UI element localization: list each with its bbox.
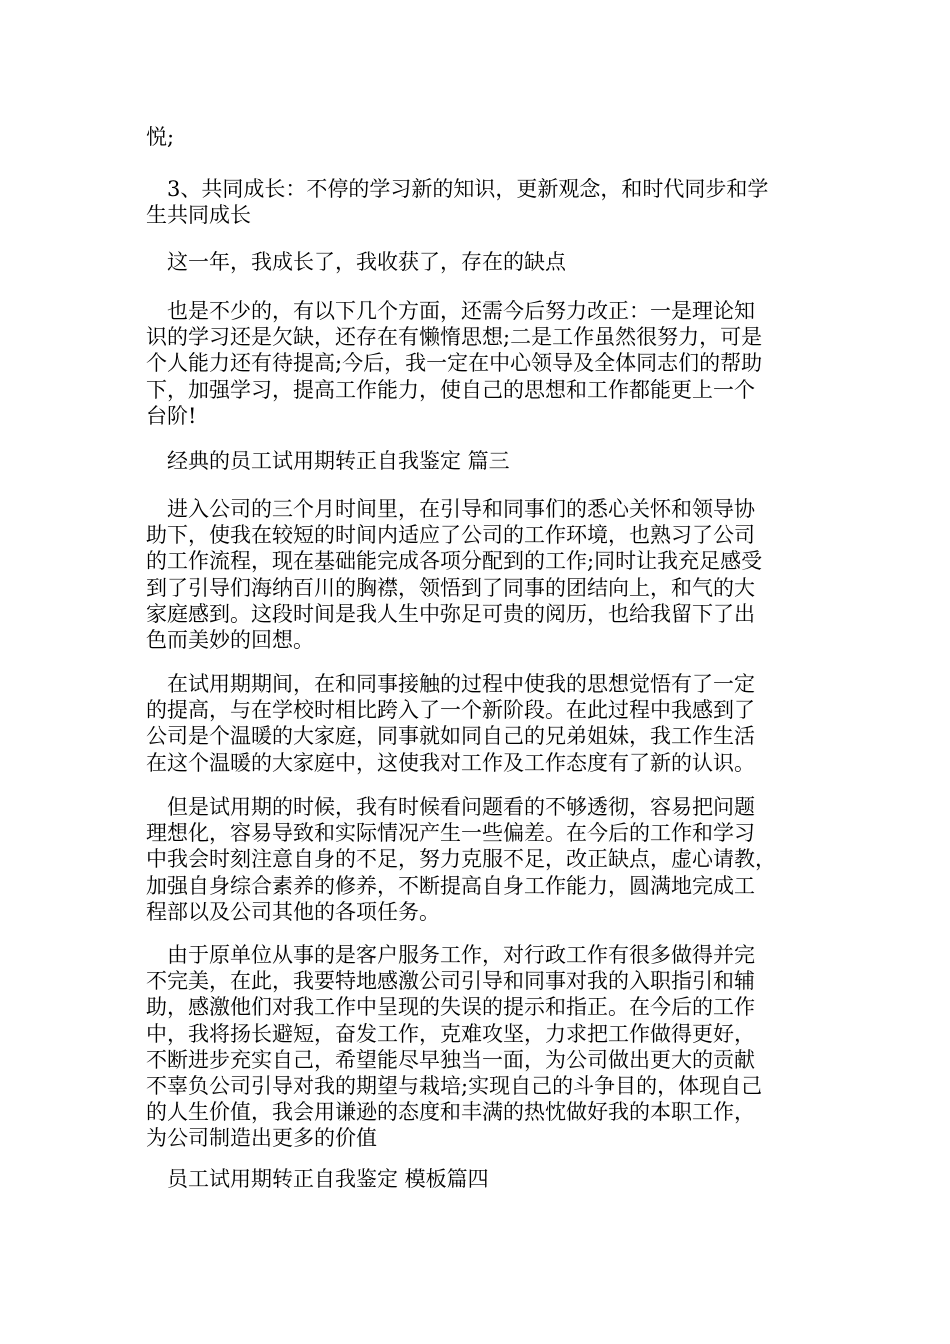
text-line: 下，加强学习，提高工作能力，使自己的思想和工作都能更上一个 [146,377,755,402]
paragraph-three-months [146,496,812,653]
heading-text: 员工试用期转正自我鉴定 模板篇四 [167,1167,489,1191]
paragraph-summary [146,249,812,275]
text-line: 家庭感到。这段时间是我人生中弥足可贵的阅历，也给我留下了出 [146,601,755,626]
text-line: 助，感激他们对我工作中呈现的失误的提示和指正。在今后的工作 [146,995,755,1020]
text-line: 悦; [146,125,175,149]
text-line: 的提高，与在学校时相比跨入了一个新阶段。在此过程中我感到了 [146,698,755,723]
text-line: 中，我将扬长避短，奋发工作，克难攻坚，力求把工作做得更好， [146,1021,755,1046]
text-line: 生共同成长 [146,203,251,228]
text-line: 不辜负公司引导对我的期望与栽培;实现自己的斗争目的，体现自己 [146,1074,763,1099]
text-line: 由于原单位从事的是客户服务工作，对行政工作有很多做得并完 [167,943,755,967]
text-line: 的人生价值，我会用谦逊的态度和丰满的热忱做好我的本职工作， [146,1100,755,1125]
text-line: 在这个温暖的大家庭中，这使我对工作及工作态度有了新的认识。 [146,750,755,775]
text-line: 个人能力还有待提高;今后，我一定在中心领导及全体同志们的帮助 [146,351,763,376]
text-line: 理想化，容易导致和实际情况产生一些偏差。在今后的工作和学习 [146,821,755,846]
text-line: 3、共同成长：不停的学习新的知识，更新观念，和时代同步和学 [167,177,769,201]
text-line: 不断进步充实自己，希望能尽早独当一面，为公司做出更大的贡献 [146,1047,755,1072]
text-line: 程部以及公司其他的各项任务。 [146,899,440,924]
text-line: 助下，使我在较短的时间内适应了公司的工作环境，也熟习了公司 [146,523,755,548]
section-heading-3 [146,448,812,474]
text-line: 识的学习还是欠缺，还存在有懒惰思想;二是工作虽然很努力，可是 [146,325,763,350]
text-line: 台阶! [146,403,197,428]
text-line: 在试用期期间，在和同事接触的过程中使我的思想觉悟有了一定 [167,672,755,696]
text-line: 公司是个温暖的大家庭，同事就如同自己的兄弟姐妹，我工作生活 [146,724,755,749]
heading-text: 经典的员工试用期转正自我鉴定 篇三 [167,449,510,473]
paragraph-gratitude [146,942,812,1152]
text-line: 为公司制造出更多的价值 [146,1126,377,1151]
text-line: 但是试用期的时候，我有时候看问题看的不够透彻，容易把问题 [167,795,755,819]
text-line: 加强自身综合素养的修养，不断提高自身工作能力，圆满地完成工 [146,873,755,898]
paragraph-continuation [146,124,812,150]
paragraph-item-3 [146,176,812,228]
paragraph-improvement [146,794,812,925]
paragraph-probation [146,671,812,776]
section-heading-4 [146,1166,812,1192]
text-line: 这一年，我成长了，我收获了，存在的缺点 [167,250,566,274]
text-line: 进入公司的三个月时间里，在引导和同事们的悉心关怀和领导协 [167,497,755,521]
paragraph-shortcomings [146,298,812,429]
text-line: 的工作流程，现在基础能完成各项分配到的工作;同时让我充足感受 [146,549,763,574]
text-line: 色而美妙的回想。 [146,628,314,653]
text-line: 不完美，在此，我要特地感激公司引导和同事对我的入职指引和辅 [146,969,755,994]
text-line: 中我会时刻注意自身的不足，努力克服不足，改正缺点，虚心请教， [146,847,776,872]
text-line: 到了引导们海纳百川的胸襟，领悟到了同事的团结向上，和气的大 [146,575,755,600]
text-line: 也是不少的，有以下几个方面，还需今后努力改正：一是理论知 [167,299,755,323]
